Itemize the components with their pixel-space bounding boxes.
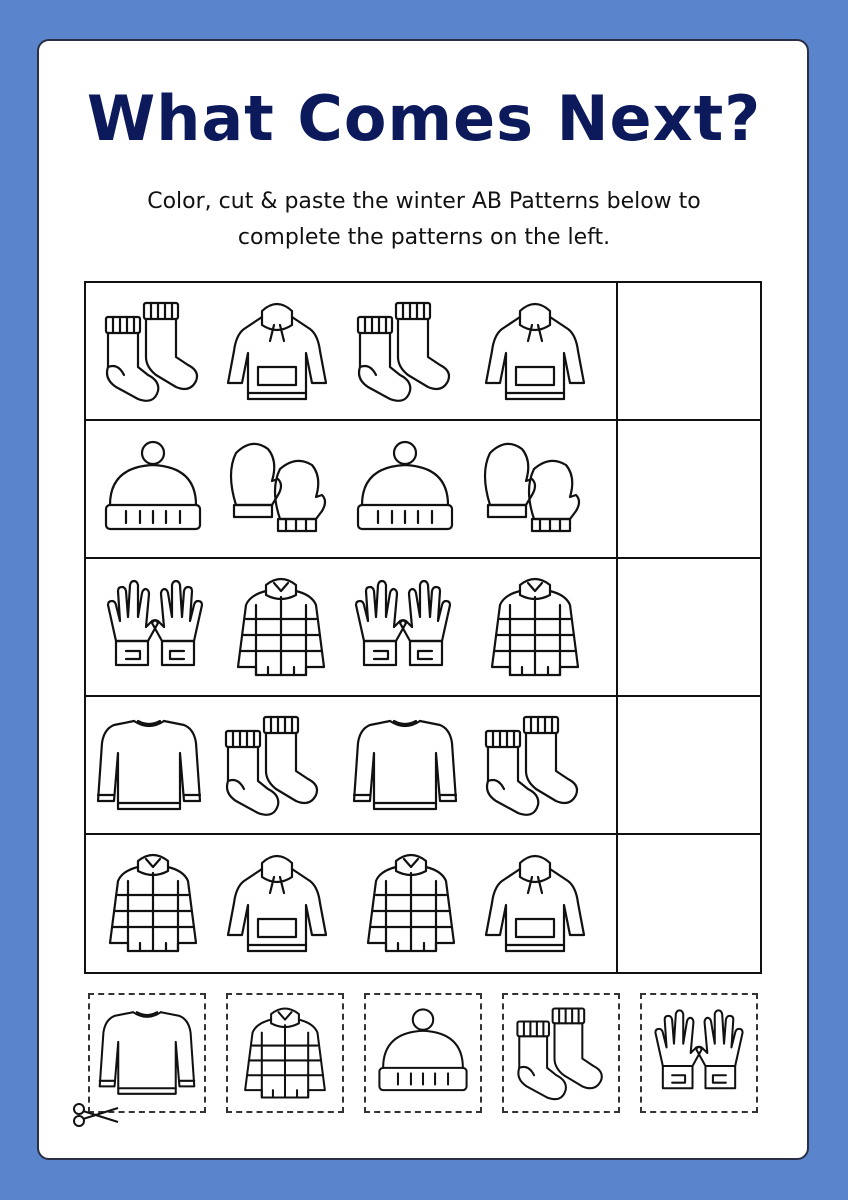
- cutout-strip: [84, 993, 762, 1115]
- hoodie-icon: [222, 295, 332, 407]
- pattern-row-1: [86, 283, 760, 421]
- mittens-icon: [476, 433, 586, 545]
- puffer-jacket-icon: [226, 571, 336, 683]
- pattern-row-2: [86, 421, 760, 559]
- puffer-jacket-icon: [356, 847, 466, 959]
- pattern-row-3: [86, 559, 760, 697]
- pattern-row-5: [86, 835, 760, 973]
- beanie-icon: [350, 433, 460, 545]
- puffer-jacket-icon: [480, 571, 590, 683]
- socks-icon: [478, 709, 588, 821]
- instructions: [80, 184, 768, 256]
- gloves-icon: [348, 571, 458, 683]
- cutout-puffer-jacket[interactable]: [226, 993, 344, 1113]
- sweater-icon: [96, 1001, 198, 1105]
- sweater-icon: [350, 709, 460, 821]
- gloves-icon: [648, 1001, 750, 1105]
- answer-box-1[interactable]: [618, 283, 760, 419]
- hoodie-icon: [222, 847, 332, 959]
- socks-icon: [510, 1001, 612, 1105]
- socks-icon: [98, 295, 208, 407]
- pattern-row-4: [86, 697, 760, 835]
- puffer-jacket-icon: [234, 1001, 336, 1105]
- cutout-gloves[interactable]: [640, 993, 758, 1113]
- pattern-grid: [84, 281, 762, 974]
- mittens-icon: [222, 433, 332, 545]
- scissors-icon: [70, 1100, 122, 1130]
- page-title: What Comes Next?: [86, 82, 762, 155]
- sweater-icon: [94, 709, 204, 821]
- answer-box-3[interactable]: [618, 559, 760, 695]
- instructions-line-1: Color, cut & paste the winter AB Patterns below to: [147, 189, 701, 214]
- puffer-jacket-icon: [98, 847, 208, 959]
- answer-box-4[interactable]: [618, 697, 760, 833]
- socks-icon: [350, 295, 460, 407]
- socks-icon: [218, 709, 328, 821]
- beanie-icon: [372, 1001, 474, 1105]
- cutout-socks[interactable]: [502, 993, 620, 1113]
- beanie-icon: [98, 433, 208, 545]
- hoodie-icon: [480, 847, 590, 959]
- hoodie-icon: [480, 295, 590, 407]
- answer-box-5[interactable]: [618, 835, 760, 971]
- cutout-sweater[interactable]: [88, 993, 206, 1113]
- cutout-beanie[interactable]: [364, 993, 482, 1113]
- answer-box-2[interactable]: [618, 421, 760, 557]
- instructions-line-2: complete the patterns on the left.: [237, 225, 611, 250]
- gloves-icon: [100, 571, 210, 683]
